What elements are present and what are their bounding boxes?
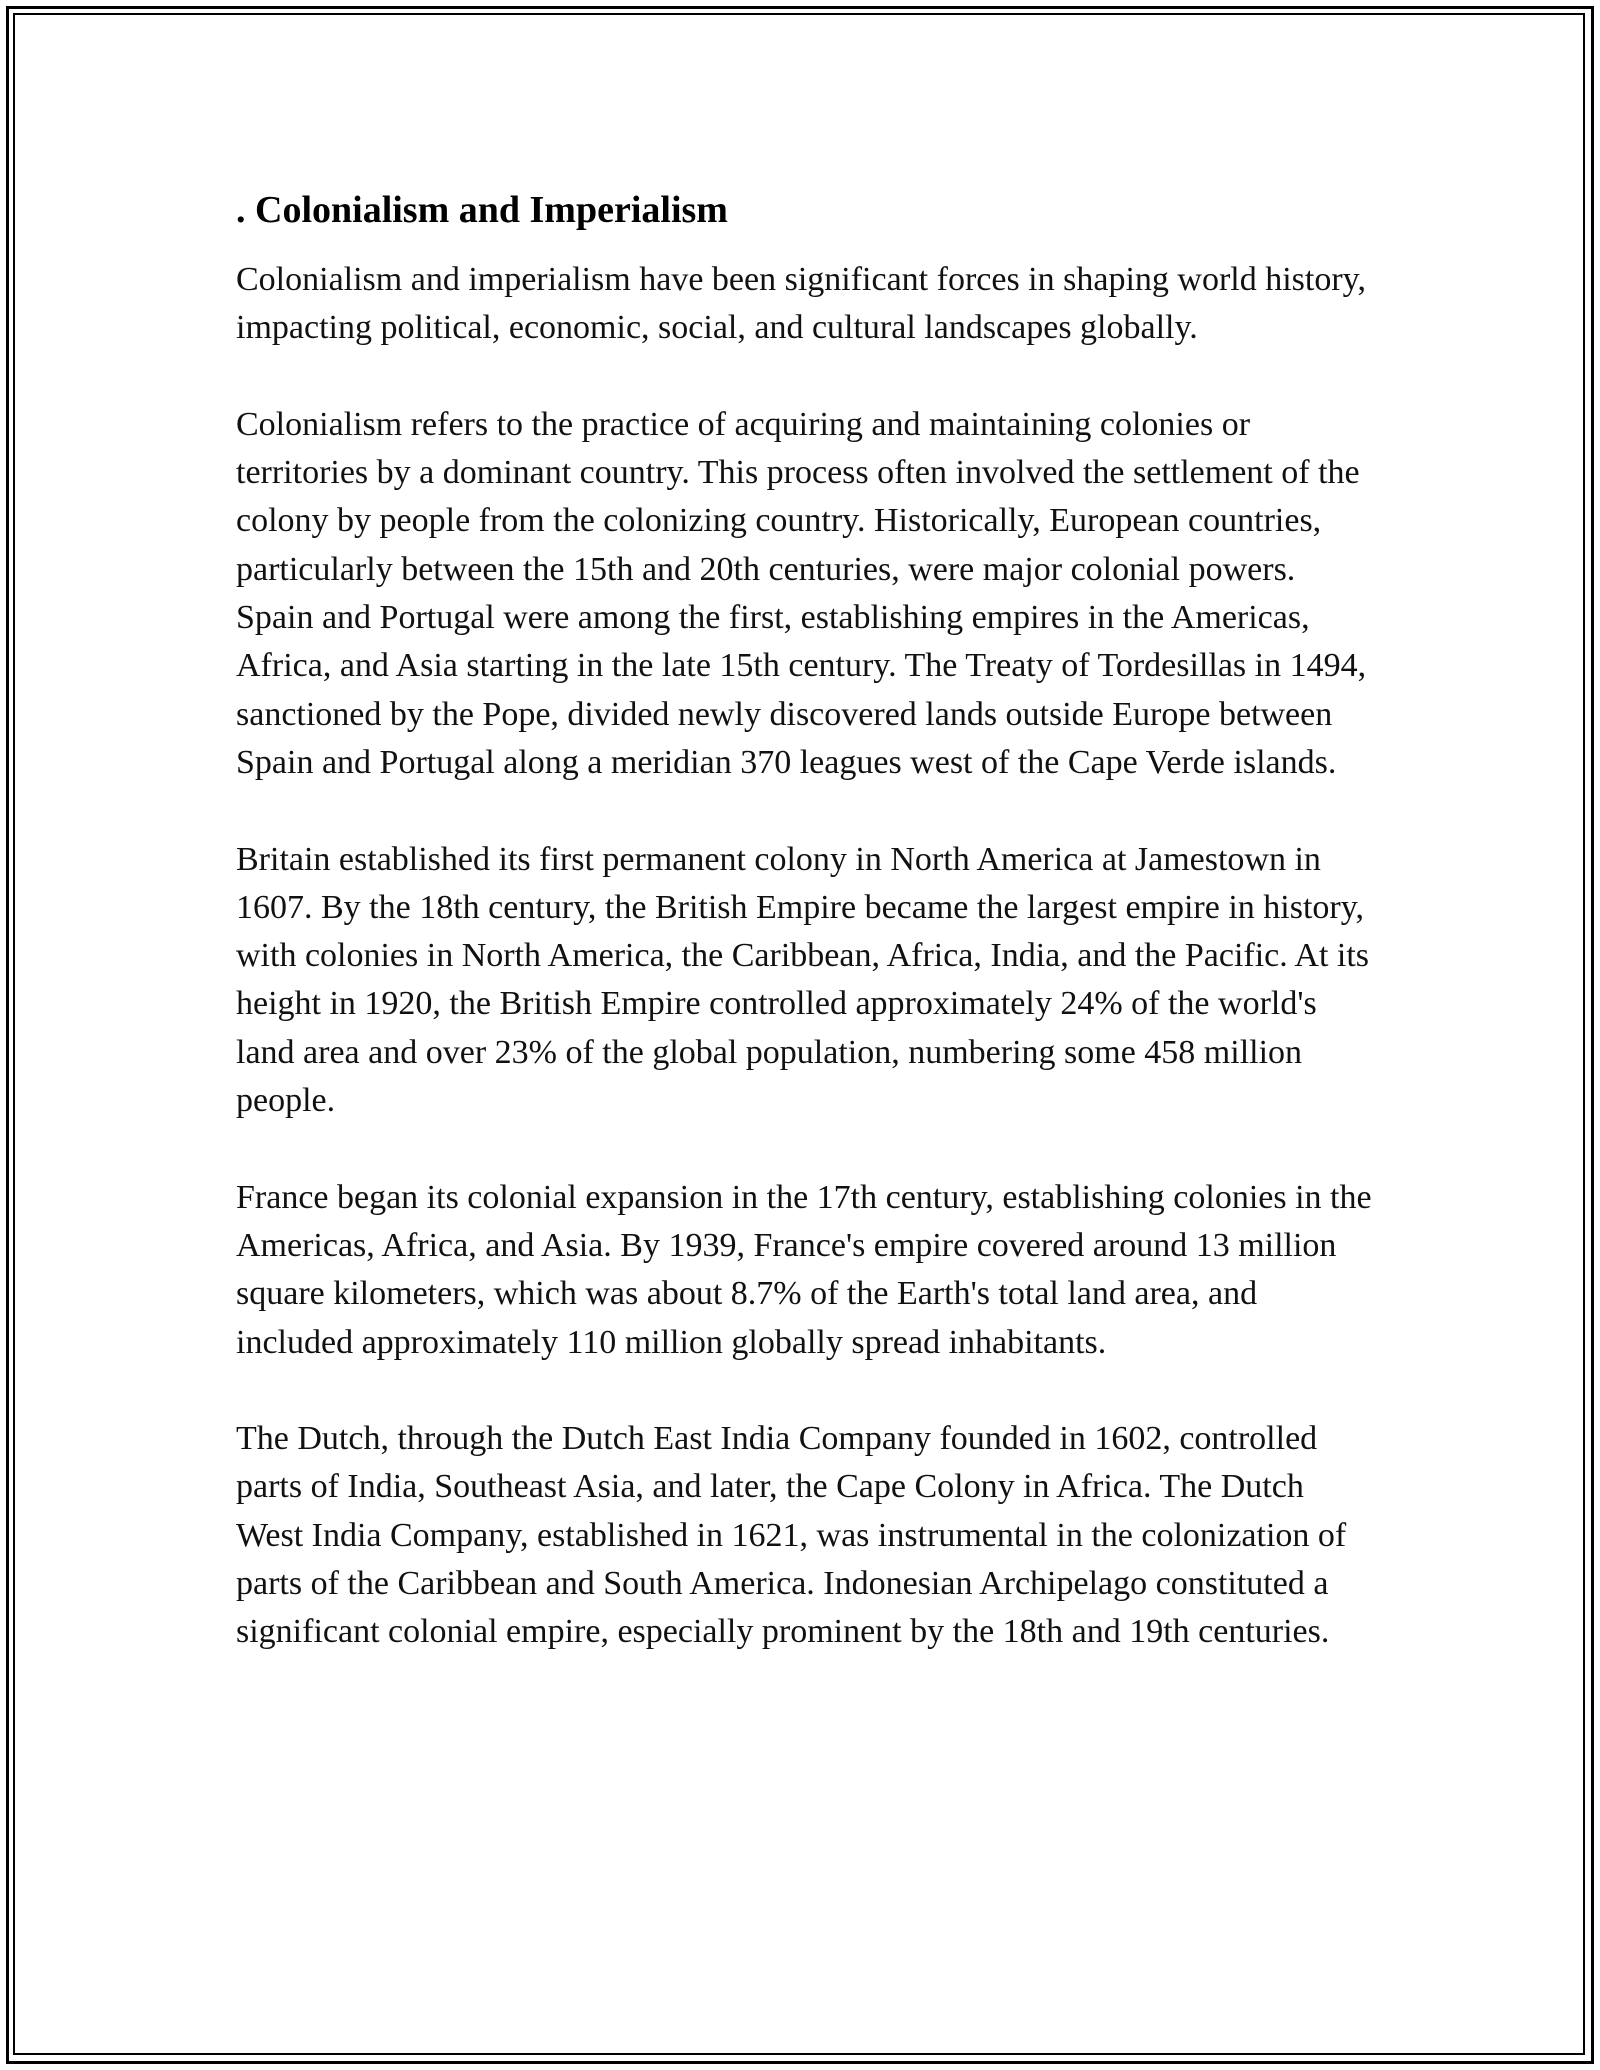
- paragraph-france: France began its colonial expansion in the 17th century, establishing colonies in the Americas, Africa, and Asia. By 1939, France's empire covered around 13 million square kilometers, which was about 8.7% of the Earth's total land area, and included approximately 110 million globally spread inhabitants.: [236, 1178, 1372, 1361]
- paragraph-dutch: The Dutch, through the Dutch East India Company founded in 1602, controlled parts of India, Southeast Asia, and later, the Cape Colony in Africa. The Dutch West India Company, established in 1621, was instrumental in the colonization of parts of the Caribbean and South America. Indonesian Archipelago constituted a significant colonial empire, especially prominent by the 18th and 19th centuries.: [236, 1420, 1347, 1651]
- document-body: [236, 186, 1376, 1705]
- paragraph-colonialism-definition: Colonialism refers to the practice of acquiring and maintaining colonies or territories by a dominant country. This process often involved the settlement of the colony by people from the colonizing country. Historically, European countries, particularly between the 15th and 20th centuries, were major colonial powers. Spain and Portugal were among the first, establishing empires in the Americas, Africa, and Asia starting in the late 15th century. The Treaty of Tordesillas in 1494, sanctioned by the Pope, divided newly discovered lands outside Europe between Spain and Portugal along a meridian 370 leagues west of the Cape Verde islands.: [236, 405, 1367, 781]
- paragraph-intro: Colonialism and imperialism have been significant forces in shaping world history, impacting political, economic, social, and cultural landscapes globally.: [236, 261, 1366, 347]
- paragraph-britain: Britain established its first permanent colony in North America at Jamestown in 1607. By the 18th century, the British Empire became the largest empire in history, with colonies in North America, the Caribbean, Africa, India, and the Pacific. At its height in 1920, the British Empire controlled approximately 24% of the world's land area and over 23% of the global population, numbering some 458 million people.: [236, 840, 1370, 1120]
- section-heading: . Colonialism and Imperialism: [236, 189, 728, 231]
